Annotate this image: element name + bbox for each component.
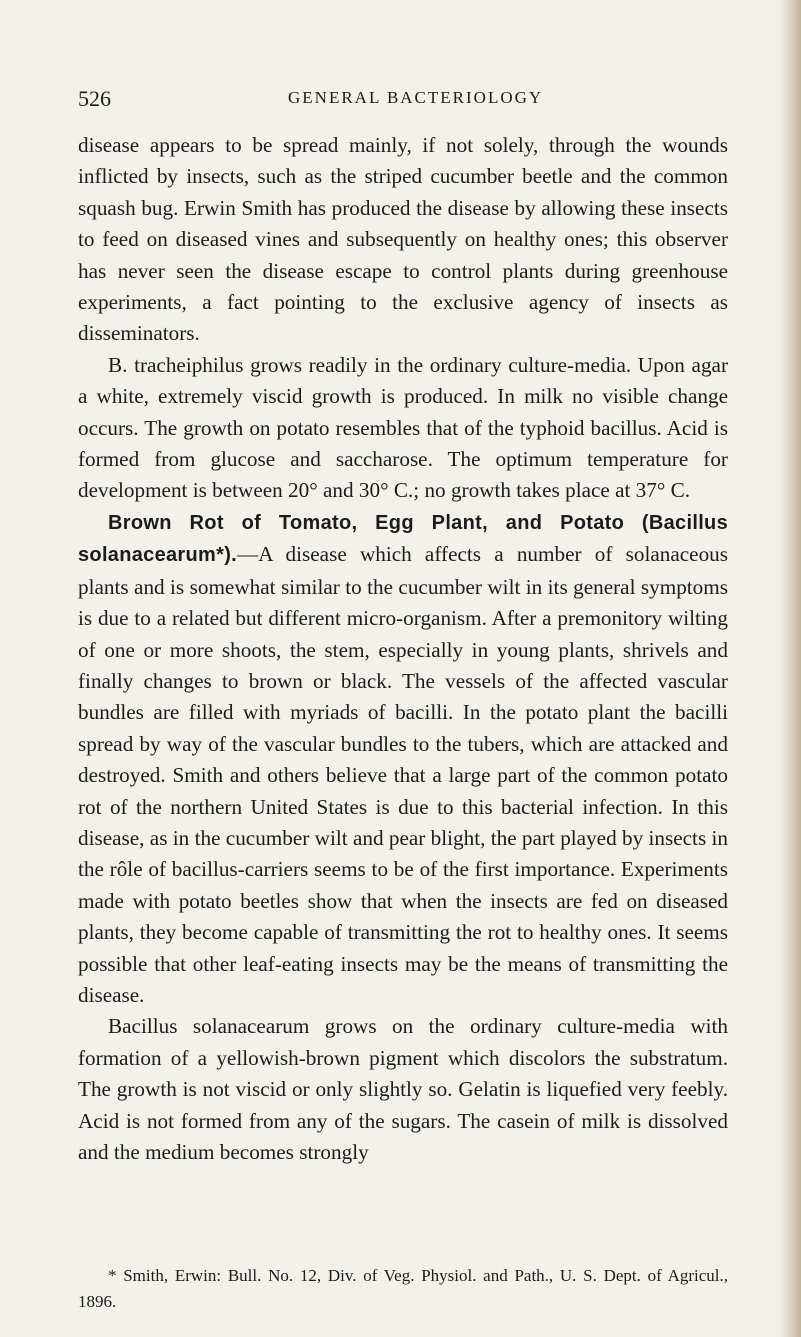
footnote xyxy=(78,1263,728,1315)
section-heading: Brown Rot of Tomato, Egg Plant, and Potato (Bacillus solanacearum*). xyxy=(78,511,728,567)
page-number: 526 xyxy=(78,86,111,111)
page-edge-shadow xyxy=(779,0,801,1337)
section-text: —A disease which affects a number of solanaceous plants and is somewhat similar to the cucumber wilt in its general symptoms is due to a related but different micro-organism. After a premonitory wilting of one or more shoots, the stem, especially in young plants, shrivels and finally changes to brown or black. The vessels of the affected vascular bundles are filled with myriads of bacilli. In the potato plant the bacilli spread by way of the vascular bundles to the tubers, which are attacked and destroyed. Smith and others believe that a large part of the common potato rot of the northern United States is due to this bacterial infection. In this disease, as in the cucumber wilt and pear blight, the part played by insects in the rôle of bacillus-carriers seems to be of the first importance. Experiments made with potato beetles show that when the insects are fed on diseased plants, they become capable of transmitting the rot to healthy ones. It seems possible that other leaf-eating insects may be the means of transmitting the disease. xyxy=(78,542,728,1007)
footnote-text: * Smith, Erwin: Bull. No. 12, Div. of Veg. Physiol. and Path., U. S. Dept. of Agricul., 1896. xyxy=(78,1266,728,1311)
section-paragraph xyxy=(78,507,728,1012)
body-text xyxy=(78,130,728,1168)
running-head xyxy=(78,86,728,116)
paragraph-1: disease appears to be spread mainly, if not solely, through the wounds inflicted by insects, such as the striped cucumber beetle and the common squash bug. Erwin Smith has produced the disease by allowing these insects to feed on diseased vines and subsequently on healthy ones; this observer has never seen the disease escape to control plants during greenhouse experiments, a fact pointing to the exclusive agency of insects as disseminators. xyxy=(78,133,728,346)
running-title: GENERAL BACTERIOLOGY xyxy=(288,88,544,107)
paragraph-2: B. tracheiphilus grows readily in the ordinary culture-media. Upon agar a white, extremely viscid growth is produced. In milk no visible change occurs. The growth on potato resembles that of the typhoid bacillus. Acid is formed from glucose and saccharose. The optimum temperature for development is between 20° and 30° C.; no growth takes place at 37° C. xyxy=(78,352,728,503)
paragraph-last: Bacillus solanacearum grows on the ordinary culture-media with formation of a yellowish-brown pigment which discolors the substratum. The growth is not viscid or only slightly so. Gelatin is liquefied very feebly. Acid is not formed from any of the sugars. The casein of milk is dissolved and the medium becomes strongly xyxy=(78,1014,728,1164)
